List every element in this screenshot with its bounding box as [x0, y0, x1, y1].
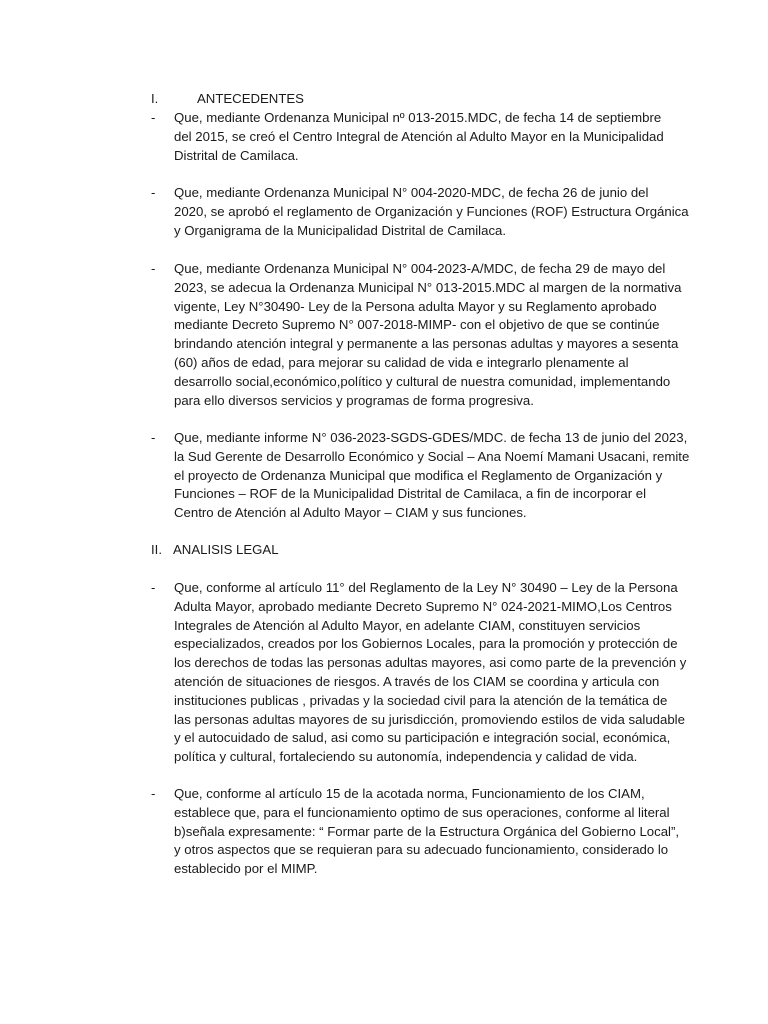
- text-line: 2020, se aprobó el reglamento de Organización y Funciones (ROF) Estructura Orgánica: [174, 203, 689, 219]
- paragraph: [174, 109, 671, 165]
- text-line: Funciones – ROF de la Municipalidad Distrital de Camilaca, a fin de incorporar el: [174, 486, 647, 502]
- text-line: 2023, se adecua la Ordenanza Municipal N° 013-2015.MDC al margen de la normativa: [174, 279, 682, 295]
- paragraph: [174, 785, 680, 879]
- text-line: establece que, para el funcionamiento optimo de sus operaciones, conforme al literal: [174, 804, 670, 820]
- bullet-dash: -: [151, 580, 156, 595]
- list-item: [151, 785, 680, 879]
- text-line: política y cultural, fortaleciendo su autonomía, independencia y calidad de vida.: [174, 749, 638, 765]
- bullet-dash: -: [151, 430, 156, 445]
- list-item: [151, 109, 671, 165]
- paragraph: [174, 429, 690, 523]
- text-line: atención de situaciones de riesgos. A través de los CIAM se coordina y articula con: [174, 673, 660, 689]
- text-line: Integrales de Atención al Adulto Mayor, en adelante CIAM, constituyen servicios: [174, 617, 641, 633]
- section-title: ANTECEDENTES: [197, 91, 304, 106]
- list-item: [151, 579, 687, 767]
- section-heading-analisis-legal: [151, 541, 279, 560]
- text-line: el proyecto de Ordenanza Municipal que modifica el Reglamento de Organización y: [174, 467, 663, 483]
- text-line: Que, conforme al artículo 15 de la acotada norma, Funcionamiento de los CIAM,: [174, 786, 645, 801]
- text-line: Centro de Atención al Adulto Mayor – CIAM y sus funciones.: [174, 505, 527, 521]
- text-line: las personas adultas mayores de su jurisdicción, promoviendo estilos de vida saludable: [174, 711, 685, 727]
- bullet-dash: -: [151, 261, 156, 276]
- section-number: I.: [151, 91, 159, 106]
- paragraph: [174, 579, 687, 767]
- text-line: desarrollo social,económico,político y cultural de nuestra comunidad, implementando: [174, 373, 671, 389]
- text-line: y otros aspectos que se requieran para su adecuado funcionamiento, considerado lo: [174, 842, 669, 858]
- text-line: Que, conforme al artículo 11° del Reglamento de la Ley N° 30490 – Ley de la Persona: [174, 580, 678, 595]
- text-line: vigente, Ley N°30490- Ley de la Persona adulta Mayor y su Reglamento aprobado: [174, 298, 657, 314]
- text-line: instituciones publicas , privadas y la sociedad civil para la atención de la temática de: [174, 692, 668, 708]
- text-line: Que, mediante Ordenanza Municipal N° 004-2023-A/MDC, de fecha 29 de mayo del: [174, 261, 666, 276]
- text-line: y el autocuidado de salud, asi como su participación e integración social, económica,: [174, 730, 671, 746]
- text-line: la Sud Gerente de Desarrollo Económico y Social – Ana Noemí Mamani Usacani, remite: [174, 448, 690, 464]
- text-line: establecido por el MIMP.: [174, 861, 318, 877]
- text-line: b)señala expresamente: “ Formar parte de la Estructura Orgánica del Gobierno Local”,: [174, 823, 680, 839]
- text-line: Que, mediante informe N° 036-2023-SGDS-GDES/MDC. de fecha 13 de junio del 2023,: [174, 430, 688, 445]
- text-line: brindando atención integral y permanente a las personas adultas y mayores a sesenta: [174, 336, 679, 352]
- text-line: y Organigrama de la Municipalidad Distrital de Camilaca.: [174, 222, 507, 238]
- text-line: Que, mediante Ordenanza Municipal N° 004-2020-MDC, de fecha 26 de junio del: [174, 185, 649, 200]
- bullet-dash: -: [151, 185, 156, 200]
- text-line: especializados, creados por los Gobiernos Locales, para la promoción y protección de: [174, 636, 678, 652]
- bullet-dash: -: [151, 786, 156, 801]
- text-line: mediante Decreto Supremo N° 007-2018-MIMP- con el objetivo de que se continúe: [174, 317, 660, 333]
- text-line: (60) años de edad, para mejorar su calidad de vida e integrarlo plenamente al: [174, 354, 629, 370]
- text-line: Adulta Mayor, aprobado mediante Decreto Supremo N° 024-2021-MIMO,Los Centros: [174, 598, 672, 614]
- text-line: Distrital de Camilaca.: [174, 147, 299, 163]
- text-line: los derechos de todas las personas adultas mayores, asi como parte de la prevención y: [174, 655, 687, 671]
- section-number: II.: [151, 542, 162, 557]
- text-line: para ello diversos servicios y programas de forma progresiva.: [174, 392, 534, 408]
- paragraph: [174, 260, 682, 410]
- section-heading-antecedentes: [151, 90, 304, 109]
- text-line: Que, mediante Ordenanza Municipal nº 013-2015.MDC, de fecha 14 de septiembre: [174, 110, 662, 125]
- list-item: [151, 429, 690, 523]
- list-item: [151, 260, 682, 410]
- text-line: del 2015, se creó el Centro Integral de Atención al Adulto Mayor en la Municipalidad: [174, 128, 664, 144]
- section-title: ANALISIS LEGAL: [173, 542, 279, 557]
- bullet-dash: -: [151, 110, 156, 125]
- list-item: [151, 184, 689, 240]
- paragraph: [174, 184, 689, 240]
